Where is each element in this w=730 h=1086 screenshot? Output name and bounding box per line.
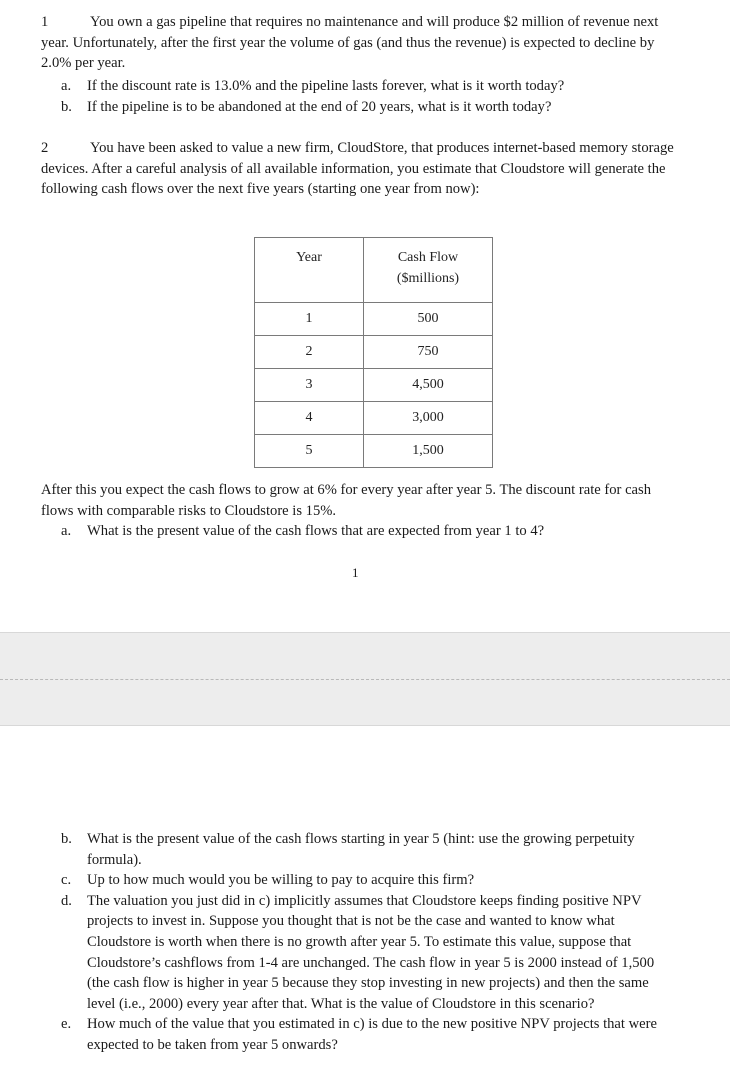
header-year: Year bbox=[255, 238, 364, 303]
item-label: b. bbox=[61, 831, 72, 847]
question-1-items bbox=[41, 76, 681, 117]
item-label: a. bbox=[61, 523, 72, 539]
table-row bbox=[255, 402, 493, 435]
page-break-divider bbox=[0, 679, 730, 680]
cash-flow-cell: 1,500 bbox=[364, 435, 493, 468]
question-1-text: You own a gas pipeline that requires no maintenance and will produce $2 million of revenue next year. Unfortunately, after the first year the volume of gas (and thus the revenue) is expected to decline by 2.0% per year. bbox=[41, 14, 659, 72]
cash-flow-cell: 750 bbox=[364, 336, 493, 369]
page-break bbox=[0, 632, 730, 726]
item-text: Up to how much would you be willing to pay to acquire this firm? bbox=[87, 872, 475, 889]
question-2-text: You have been asked to value a new firm, CloudStore, that produces internet-based memory storage devices. After a careful analysis of all available information, you estimate that Cloudstore will generate the following cash flows over the next five years (starting one year from now): bbox=[41, 140, 674, 198]
table-row bbox=[255, 336, 493, 369]
cash-flow-cell: 4,500 bbox=[364, 369, 493, 402]
header-cash-flow-line1: Cash Flow bbox=[397, 250, 459, 265]
year-cell: 3 bbox=[255, 369, 364, 402]
cash-flow-cell: 3,000 bbox=[364, 402, 493, 435]
item-text: What is the present value of the cash flows that are expected from year 1 to 4? bbox=[87, 523, 545, 539]
question-2 bbox=[41, 138, 681, 200]
item-text: How much of the value that you estimated in c) is due to the new positive NPV projects that were expected to be taken from year 5 onwards? bbox=[87, 1016, 657, 1053]
year-cell: 4 bbox=[255, 402, 364, 435]
table-row bbox=[255, 435, 493, 468]
item-label: d. bbox=[61, 892, 72, 909]
table-row bbox=[255, 369, 493, 402]
question-1a bbox=[41, 76, 681, 97]
question-2d bbox=[41, 891, 673, 1015]
question-2-items-page2 bbox=[41, 829, 673, 1056]
item-text: If the pipeline is to be abandoned at the end of 20 years, what is it worth today? bbox=[87, 98, 552, 115]
item-label: e. bbox=[61, 1016, 72, 1033]
item-text: What is the present value of the cash flows starting in year 5 (hint: use the growing perpetuity formula). bbox=[87, 831, 635, 868]
question-1-number: 1 bbox=[41, 14, 49, 30]
year-cell: 2 bbox=[255, 336, 364, 369]
year-cell: 5 bbox=[255, 435, 364, 468]
item-label: a. bbox=[61, 78, 72, 94]
table-row bbox=[255, 303, 493, 336]
header-cash-flow-line2: ($millions) bbox=[396, 271, 460, 286]
item-label: c. bbox=[61, 872, 72, 889]
cash-flow-cell: 500 bbox=[364, 303, 493, 336]
question-2-items-page1 bbox=[41, 521, 681, 542]
page-number: 1 bbox=[352, 565, 359, 580]
question-2c bbox=[41, 870, 673, 891]
year-cell: 1 bbox=[255, 303, 364, 336]
question-1b bbox=[41, 97, 681, 118]
question-1 bbox=[41, 12, 681, 74]
question-2e bbox=[41, 1014, 673, 1055]
table-header-row bbox=[255, 238, 493, 303]
question-2a bbox=[41, 521, 681, 542]
question-2-number: 2 bbox=[41, 140, 49, 156]
item-text: If the discount rate is 13.0% and the pipeline lasts forever, what is it worth today? bbox=[87, 78, 565, 94]
question-2-after-text: After this you expect the cash flows to grow at 6% for every year after year 5. The discount rate for cash flows with comparable risks to Cloudstore is 15%. bbox=[41, 482, 652, 519]
question-2b bbox=[41, 829, 673, 870]
item-text: The valuation you just did in c) implicitly assumes that Cloudstore keeps finding positive NPV projects to invest in. Suppose you thought that is not be the case and wanted to know what Cloudstore is worth when there is no growth after year 5. To estimate this value, suppose that Cloudstore’s cashflows from 1-4 are unchanged. The cash flow in year 5 is 2000 instead of 1,500 (the cash flow is higher in year 5 because they stop investing in new projects) and then the same level (i.e., 2000) every year after that. What is the value of Cloudstore in this scenario? bbox=[87, 892, 655, 1012]
cash-flow-table bbox=[254, 237, 493, 468]
item-label: b. bbox=[61, 98, 72, 115]
header-cash-flow bbox=[364, 238, 493, 303]
